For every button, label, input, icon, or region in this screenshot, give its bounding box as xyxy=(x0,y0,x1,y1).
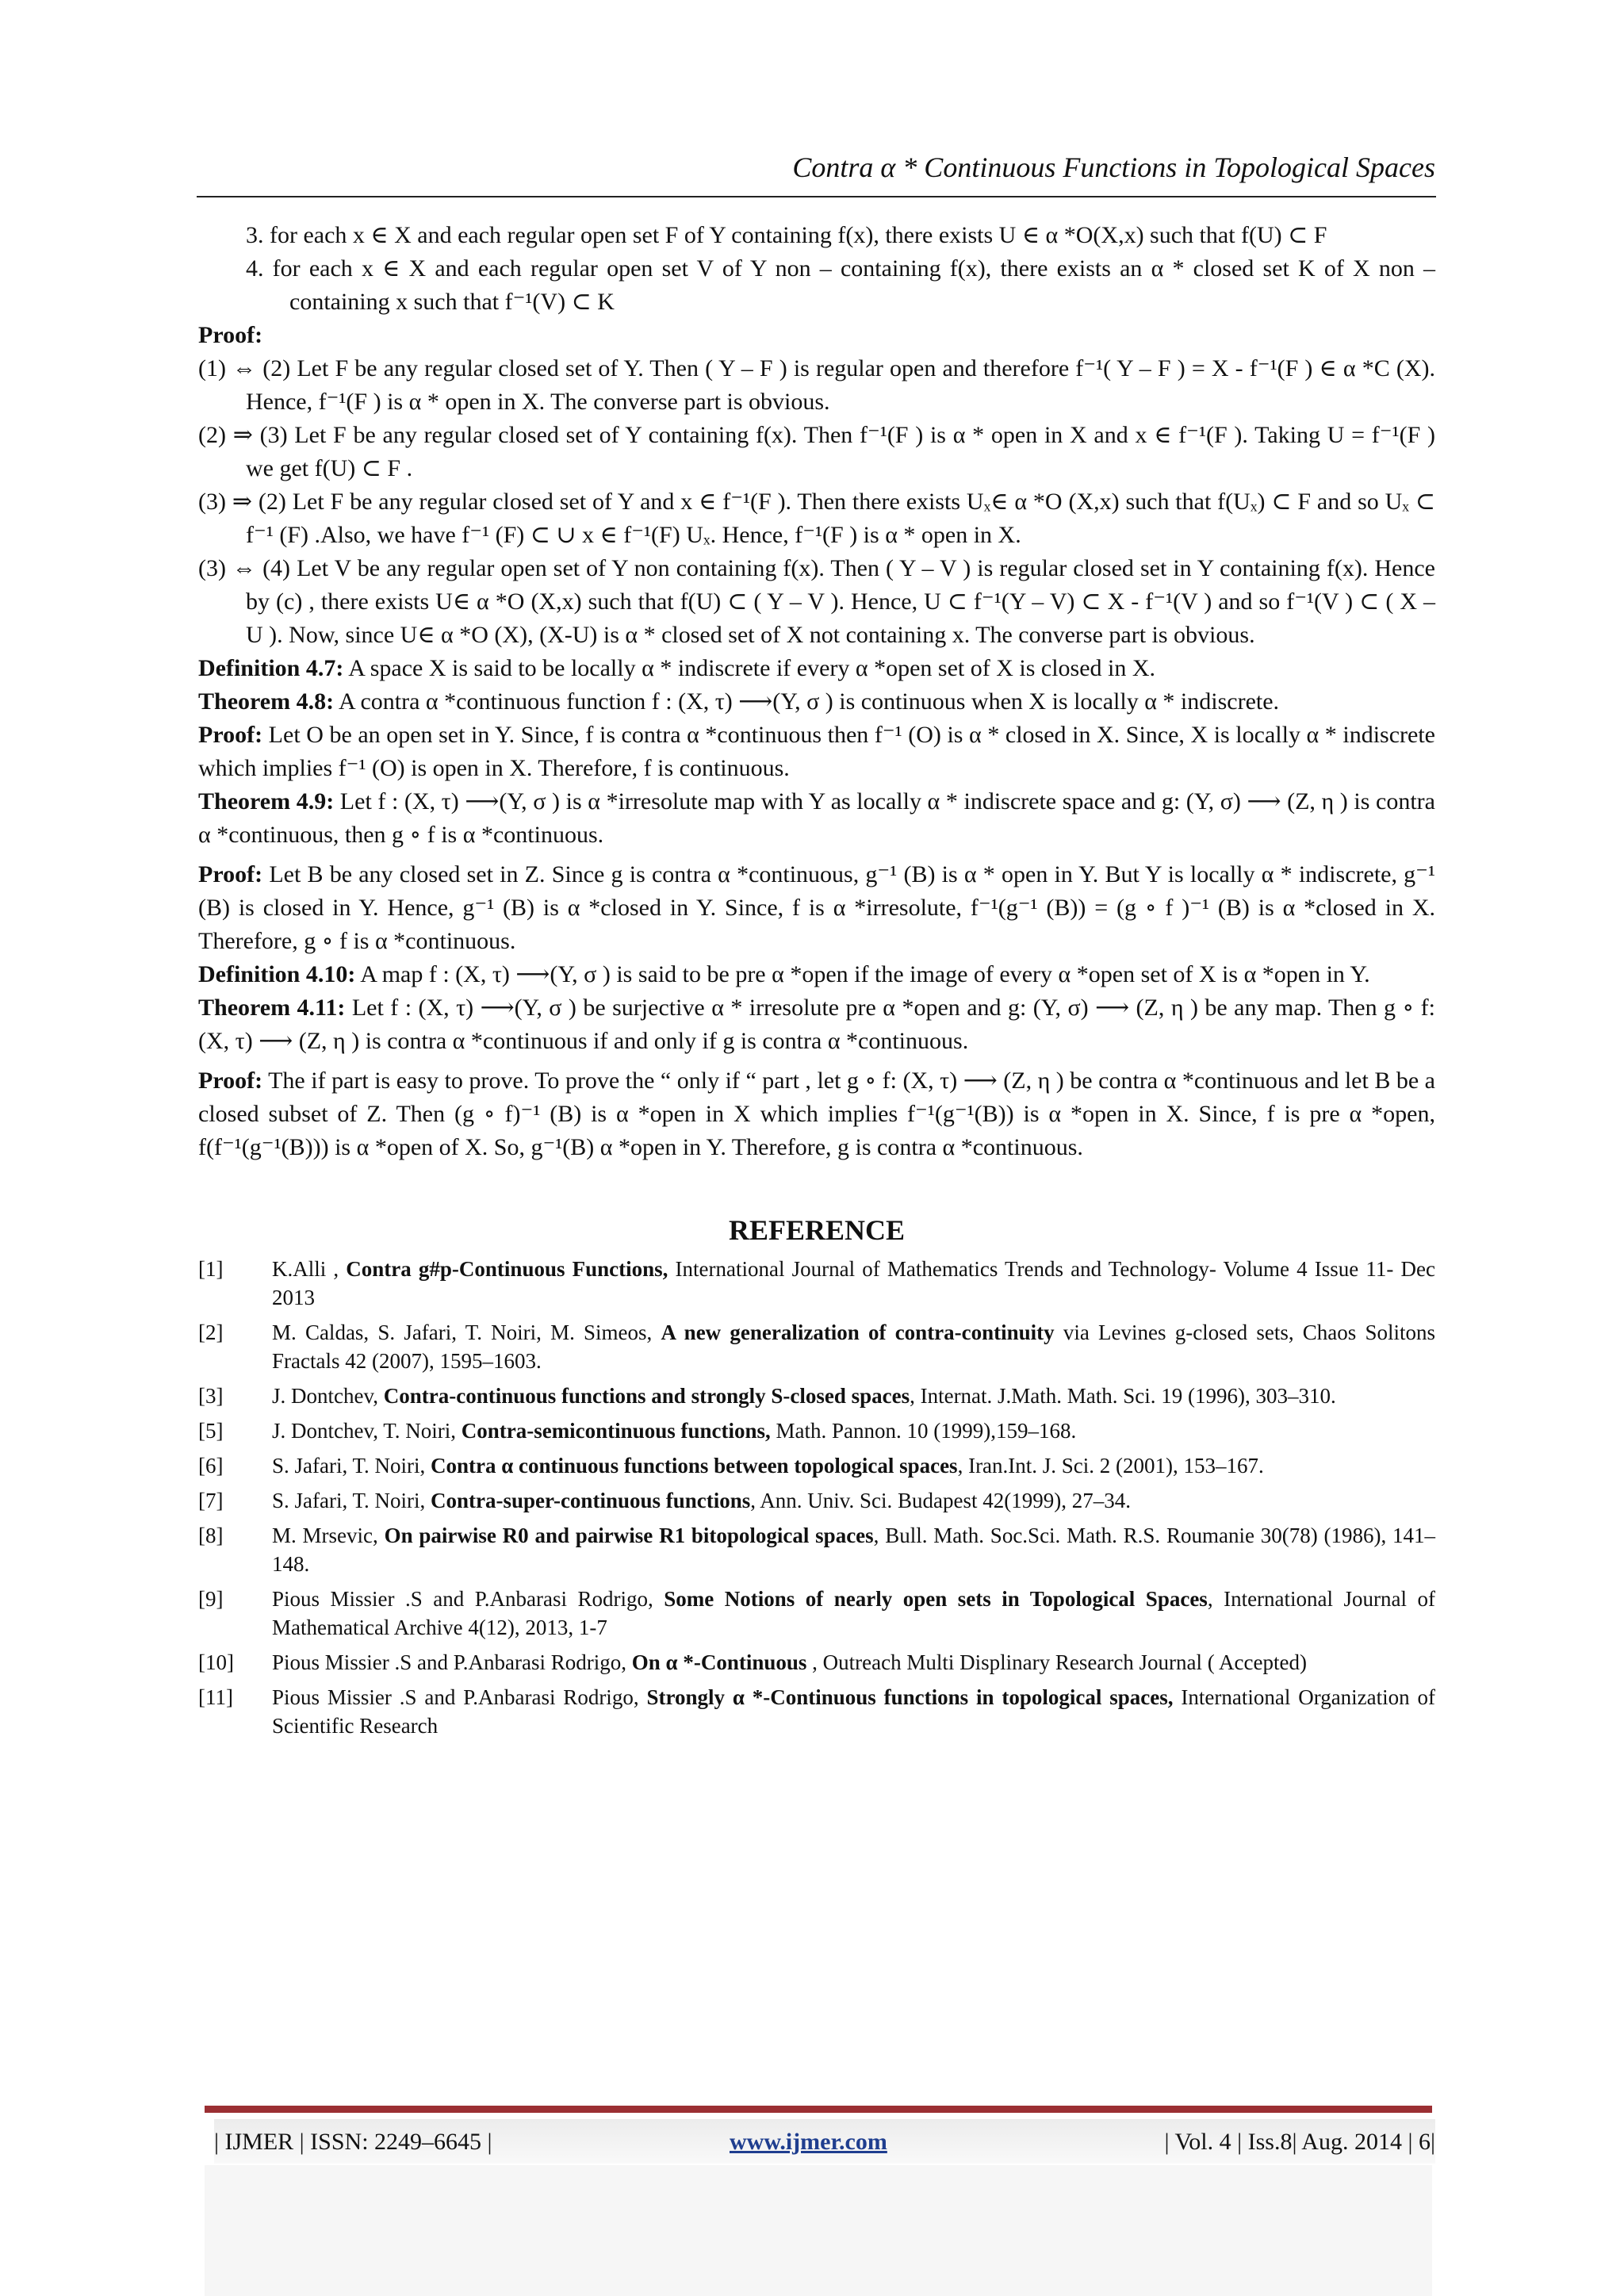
definition-4-7 xyxy=(198,652,1435,685)
reference-source: , Bull. Math. Soc.Sci. Math. R.S. Roumanie 30(78) (1986), 141–148. xyxy=(272,1524,1436,1576)
reference-authors: Pious Missier .S and P.Anbarasi Rodrigo, xyxy=(272,1685,647,1709)
reference-source: via Levines g-closed sets, Chaos Solitons Fractals 42 (2007), 1595–1603. xyxy=(272,1320,1436,1373)
reference-list xyxy=(198,1255,1435,1740)
reference-item xyxy=(198,1382,1435,1410)
reference-source: , Iran.Int. J. Sci. 2 (2001), 153–167. xyxy=(957,1454,1264,1478)
reference-source: , Ann. Univ. Sci. Budapest 42(1999), 27–34. xyxy=(750,1489,1132,1512)
condition-3: 3. for each x ∈ X and each regular open set F of Y containing f(x), there exists U ∈ α *O(X,x) such that f(U) ⊂ F xyxy=(246,222,1327,248)
reference-item xyxy=(198,1486,1435,1515)
reference-authors: K.Alli , xyxy=(272,1257,347,1281)
reference-source: , International Journal of Mathematical Archive 4(12), 2013, 1-7 xyxy=(272,1587,1435,1639)
reference-number: [9] xyxy=(198,1587,224,1611)
reference-source: International Journal of Mathematics Trends and Technology- Volume 4 Issue 11- Dec 2013 xyxy=(272,1257,1435,1309)
reference-item xyxy=(198,1521,1435,1578)
reference-authors: J. Dontchev, T. Noiri, xyxy=(272,1419,462,1443)
footer-website-link[interactable]: www.ijmer.com xyxy=(730,2129,887,2155)
proof-heading: Proof: xyxy=(198,322,263,348)
reference-item xyxy=(198,1416,1435,1445)
reference-title: Contra-continuous functions and strongly S-closed spaces xyxy=(383,1384,910,1408)
reference-title: Strongly α *-Continuous functions in topological spaces, xyxy=(646,1685,1174,1709)
reference-item xyxy=(198,1585,1435,1642)
reference-number: [7] xyxy=(198,1489,224,1512)
theorem-4-11-text: Let f : (X, τ) ⟶(Y, σ ) be surjective α * irresolute pre α *open and g: (Y, σ) ⟶ (Z, η ) be any map. Then g ∘ f: (X, τ) ⟶ (Z, η ) is contra α *continuous if and only if g is contra α *continuous. xyxy=(198,995,1435,1054)
reference-title: Some Notions of nearly open sets in Topological Spaces xyxy=(664,1587,1208,1611)
definition-4-7-text: A space X is said to be locally α * indiscrete if every α *open set of X is closed in X. xyxy=(348,655,1156,681)
reference-authors: M. Mrsevic, xyxy=(272,1524,385,1547)
footer-shade xyxy=(205,2165,1432,2296)
running-title: Contra α * Continuous Functions in Topological Spaces xyxy=(792,151,1435,183)
reference-title: Contra-super-continuous functions xyxy=(430,1489,751,1512)
proof-4-8 xyxy=(198,719,1435,785)
theorem-4-8 xyxy=(198,685,1435,719)
proof-step-2-3: (2) ⇒ (3) Let F be any regular closed set of Y containing f(x). Then f⁻¹(F ) is α * open in X and x ∈ f⁻¹(F ). Taking U = f⁻¹(F ) we get f(U) ⊂ F . xyxy=(198,422,1435,481)
reference-authors: M. Caldas, S. Jafari, T. Noiri, M. Simeos, xyxy=(272,1320,661,1344)
reference-source: Math. Pannon. 10 (1999),159–168. xyxy=(770,1419,1077,1443)
definition-4-10-text: A map f : (X, τ) ⟶(Y, σ ) is said to be pre α *open if the image of every α *open set of X is α *open in Y. xyxy=(360,961,1370,987)
reference-source: , Outreach Multi Displinary Research Journal ( Accepted) xyxy=(806,1650,1307,1674)
reference-title: A new generalization of contra-continuity xyxy=(661,1320,1055,1344)
reference-title: Contra-semicontinuous functions, xyxy=(461,1419,771,1443)
proof-4-8-text: Let O be an open set in Y. Since, f is contra α *continuous then f⁻¹ (O) is α * closed in X. Since, X is locally α * indiscrete which implies f⁻¹ (O) is open in X. Therefore, f is continuous. xyxy=(198,722,1435,781)
theorem-4-9 xyxy=(198,785,1435,852)
reference-authors: S. Jafari, T. Noiri, xyxy=(272,1489,431,1512)
reference-authors: J. Dontchev, xyxy=(272,1384,384,1408)
reference-number: [5] xyxy=(198,1419,224,1443)
definition-4-10-label: Definition 4.10: xyxy=(198,961,356,987)
reference-title: Contra α continuous functions between topological spaces xyxy=(430,1454,958,1478)
theorem-4-9-label: Theorem 4.9: xyxy=(198,788,335,815)
theorem-4-11 xyxy=(198,991,1435,1058)
reference-title: On pairwise R0 and pairwise R1 bitopological spaces xyxy=(384,1524,874,1547)
definition-4-10 xyxy=(198,958,1435,991)
reference-item xyxy=(198,1318,1435,1375)
proof-4-8-label: Proof: xyxy=(198,722,263,748)
theorem-4-8-text: A contra α *continuous function f : (X, τ) ⟶(Y, σ ) is continuous when X is locally α * indiscrete. xyxy=(338,688,1280,715)
footer-rule xyxy=(205,2106,1432,2113)
reference-number: [11] xyxy=(198,1685,233,1709)
proof-4-11-text: The if part is easy to prove. To prove the “ only if “ part , let g ∘ f: (X, τ) ⟶ (Z, η ) be contra α *continuous and let B be a closed subset of Z. Then (g ∘ f)⁻¹ (B) is α *open in X which implies f⁻¹(g⁻¹(B)) is α *open in X. Since, f is pre α *open, f(f⁻¹(g⁻¹(B))) is α *open of X. So, g⁻¹(B) α *open in Y. Therefore, g is contra α *continuous. xyxy=(198,1068,1435,1160)
reference-authors: Pious Missier .S and P.Anbarasi Rodrigo, xyxy=(272,1650,632,1674)
proof-4-9-text: Let B be any closed set in Z. Since g is contra α *continuous, g⁻¹ (B) is α * open in Y. But Y is locally α * indiscrete, g⁻¹ (B) is closed in Y. Hence, g⁻¹ (B) is α *closed in Y. Since, f is α *irresolute, f⁻¹(g⁻¹ (B)) = (g ∘ f )⁻¹ (B) is α *closed in X. Therefore, g ∘ f is α *continuous. xyxy=(198,861,1436,954)
reference-authors: Pious Missier .S and P.Anbarasi Rodrigo, xyxy=(272,1587,665,1611)
proof-4-9-label: Proof: xyxy=(198,861,263,887)
reference-number: [10] xyxy=(198,1650,234,1674)
reference-title: Contra g#p-Continuous Functions, xyxy=(346,1257,668,1281)
reference-source: International Organization of Scientific Research xyxy=(272,1685,1435,1738)
reference-number: [6] xyxy=(198,1454,224,1478)
reference-number: [2] xyxy=(198,1320,224,1344)
proof-step-1-2: (1) ⇔ (2) Let F be any regular closed set of Y. Then ( Y – F ) is regular open and therefore f⁻¹( Y – F ) = X - f⁻¹(F ) ∈ α *C (X). Hence, f⁻¹(F ) is α * open in X. The converse part is obvious. xyxy=(198,355,1435,415)
theorem-4-9-text: Let f : (X, τ) ⟶(Y, σ ) is α *irresolute map with Y as locally α * indiscrete space and g: (Y, σ) ⟶ (Z, η ) is contra α *continuous, then g ∘ f is α *continuous. xyxy=(198,788,1435,848)
reference-item xyxy=(198,1451,1435,1480)
proof-step-3-4: (3) ⇔ (4) Let V be any regular open set of Y non containing f(x). Then ( Y – V ) is regular closed set in Y containing f(x). Hence by (c) , there exists U∈ α *O (X,x) such that f(U) ⊂ ( Y – V ). Hence, U ⊂ f⁻¹(Y – V) ⊂ X - f⁻¹(V ) and so f⁻¹(V ) ⊂ ( X – U ). Now, since U∈ α *O (X), (X-U) is α * closed set of X not containing x. The converse part is obvious. xyxy=(198,555,1435,648)
footer-volume-page: | Vol. 4 | Iss.8| Aug. 2014 | 6| xyxy=(1164,2129,1435,2155)
reference-source: , Internat. J.Math. Math. Sci. 19 (1996), 303–310. xyxy=(910,1384,1336,1408)
definition-4-7-label: Definition 4.7: xyxy=(198,655,344,681)
reference-number: [8] xyxy=(198,1524,224,1547)
header-rule xyxy=(197,196,1436,197)
proof-step-3-2: (3) ⇒ (2) Let F be any regular closed set of Y and x ∈ f⁻¹(F ). Then there exists Uₓ∈ α *O (X,x) such that f(Uₓ) ⊂ F and so Uₓ ⊂ f⁻¹ (F) .Also, we have f⁻¹ (F) ⊂ ∪ x ∈ f⁻¹(F) Uₓ. Hence, f⁻¹(F ) is α * open in X. xyxy=(198,489,1435,548)
reference-item xyxy=(198,1683,1435,1740)
proof-4-9 xyxy=(198,858,1435,958)
proof-4-11-label: Proof: xyxy=(198,1068,263,1094)
proof-4-11 xyxy=(198,1064,1435,1164)
reference-title: On α *-Continuous xyxy=(631,1650,807,1674)
condition-4: 4. for each x ∈ X and each regular open set V of Y non – containing f(x), there exists an α * closed set K of X non – containing x such that f⁻¹(V) ⊂ K xyxy=(246,255,1435,315)
theorem-4-11-label: Theorem 4.11: xyxy=(198,995,346,1021)
reference-number: [1] xyxy=(198,1257,224,1281)
footer-journal-issn: | IJMER | ISSN: 2249–6645 | xyxy=(214,2129,492,2155)
reference-authors: S. Jafari, T. Noiri, xyxy=(272,1454,431,1478)
reference-number: [3] xyxy=(198,1384,224,1408)
main-body xyxy=(198,219,1435,1746)
reference-item xyxy=(198,1255,1435,1312)
reference-item xyxy=(198,1648,1435,1677)
footer xyxy=(214,2119,1435,2164)
theorem-4-8-label: Theorem 4.8: xyxy=(198,688,335,715)
references-heading: REFERENCE xyxy=(728,1214,906,1246)
